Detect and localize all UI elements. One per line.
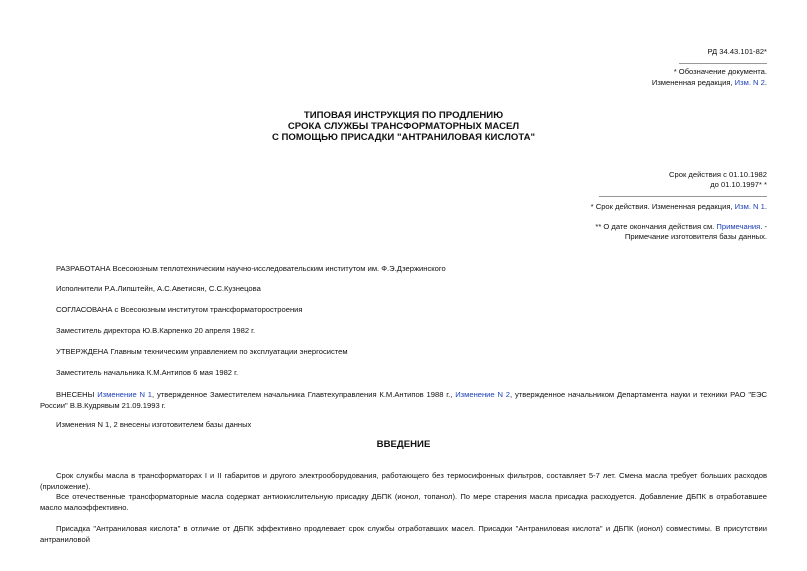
agreed-with: СОГЛАСОВАНА с Всесоюзным институтом трансформаторостроения [56, 305, 303, 314]
change2-link[interactable]: Изм. N 2 [734, 78, 765, 87]
footnote-rule-2 [599, 196, 767, 197]
validity-from: Срок действия с 01.10.1982 [669, 170, 767, 179]
changed-edition-note: Измененная редакция, Изм. N 2. [651, 78, 767, 87]
intro-heading: ВВЕДЕНИЕ [376, 439, 431, 450]
deputy-director: Заместитель директора Ю.В.Карпенко 20 апреля 1982 г. [56, 326, 256, 335]
deputy-head: Заместитель начальника К.М.Антипов 6 мая 1982 г. [56, 368, 239, 377]
notes-link[interactable]: Примечания [716, 222, 761, 231]
validity-note-1: * Срок действия. Измененная редакция, Изм. N 1. [590, 202, 767, 211]
intro-paragraph-2: Все отечественные трансформаторные масла содержат антиокислительную присадку ДБПК (ионол, топанол). По мере старения масла присадка расходуется. Добавление ДБПК в отработавшее масло малоэффективно. [40, 492, 767, 512]
intro-paragraph-3: Присадка "Антраниловая кислота" в отличие от ДБПК эффективно продлевает срок службы отработавших масел. Присадки "Антраниловая кислота" и ДБПК (ионол) совместимы. В присутствии антраниловой [40, 524, 767, 544]
intro-paragraph-1: Срок службы масла в трансформаторах I и II габаритов и другого электрооборудования, работающего без термосифонных фильтров, составляет 5-7 лет. Смена масла требует больших расходов (приложение). [40, 471, 767, 491]
footnote-designation: * Обозначение документа. [673, 67, 767, 76]
footnote-rule [679, 63, 767, 64]
validity-note-2-line2: Примечание изготовителя базы данных. [624, 232, 767, 241]
validity-to: до 01.10.1997* * [710, 180, 767, 189]
introduced-changes: ВНЕСЕНЫ Изменение N 1, утвержденное Заместителем начальника Главтехуправления К.М.Антипов 1988 г., Изменение N 2, утвержденное начальником Департамента науки и техники РАО "ЕЭС России" В.В.Кудрявым 21.09.1993 г. [40, 390, 768, 410]
change2-link-body[interactable]: Изменение N 2 [455, 390, 511, 399]
changes-note: Изменения N 1, 2 внесены изготовителем базы данных [56, 420, 252, 429]
change1-note-link[interactable]: Изм. N 1 [734, 202, 765, 211]
authors: Исполнители Р.А.Липштейн, А.С.Аветисян, С.С.Кузнецова [56, 284, 261, 293]
change1-link[interactable]: Изменение N 1 [97, 390, 153, 399]
approved-by: УТВЕРЖДЕНА Главным техническим управлением по эксплуатации энергосистем [56, 347, 348, 356]
doc-code: РД 34.43.101-82* [707, 47, 767, 56]
developed-by: РАЗРАБОТАНА Всесоюзным теплотехническим научно-исследовательским институтом им. Ф.Э.Дзержинского [56, 264, 446, 273]
validity-note-2: ** О дате окончания действия см. Примечания. - [595, 222, 767, 231]
document-title: ТИПОВАЯ ИНСТРУКЦИЯ ПО ПРОДЛЕНИЮ СРОКА СЛУЖБЫ ТРАНСФОРМАТОРНЫХ МАСЕЛ С ПОМОЩЬЮ ПРИСАДКИ "АНТРАНИЛОВАЯ КИСЛОТА" [271, 110, 536, 144]
